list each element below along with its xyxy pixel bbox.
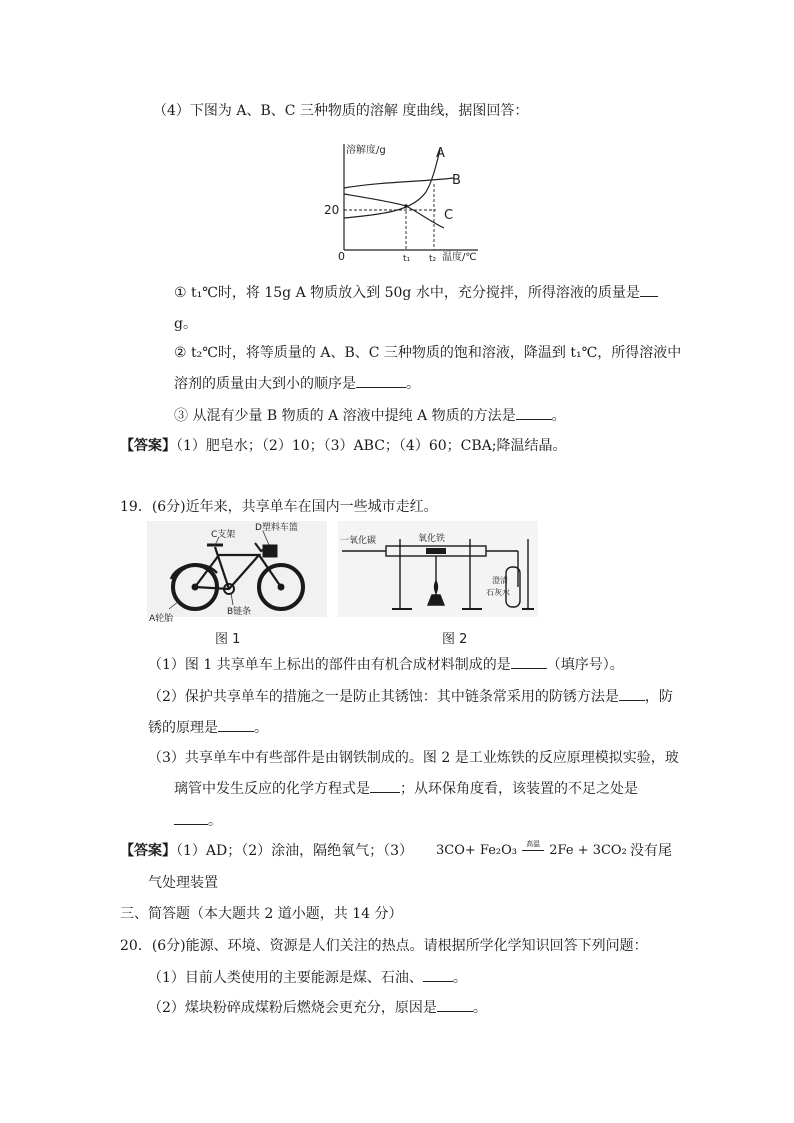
curve-b-label: B — [452, 173, 461, 188]
figure-2-caption: 图 2 — [442, 632, 468, 645]
curve-b — [344, 178, 454, 188]
q4-intro: （4）下图为 A、B、C 三种物质的溶解 度曲线，据图回答： — [153, 103, 529, 119]
answer-label: 【答案】 — [120, 438, 176, 454]
label-c-bracket: C支架 — [211, 530, 236, 540]
answer-blank[interactable] — [640, 282, 658, 297]
label-carbon-monoxide: 一氧化碳 — [340, 536, 377, 546]
figure-2-apparatus — [338, 521, 538, 645]
answer19-line2: 气处理装置 — [148, 875, 218, 891]
solubility-chart — [318, 140, 488, 262]
figure-1-caption: 图 1 — [215, 632, 241, 645]
q19-title: 19．(6分)近年来，共享单车在国内一些城市走红。 — [120, 499, 438, 515]
t1-label: t₁ — [403, 254, 411, 262]
answer-blank[interactable] — [174, 810, 208, 825]
label-a-tyre: A轮胎 — [149, 614, 174, 624]
answer-blank[interactable] — [218, 717, 254, 732]
answer-blank[interactable] — [516, 405, 552, 420]
label-d-basket: D塑料车篮 — [255, 523, 298, 533]
basket — [263, 545, 277, 557]
answer19-tail: 没有尾 — [630, 843, 672, 859]
q19-sub2-line2: 锈的原理是 。 — [148, 717, 268, 738]
answer18: 【答案】（1）肥皂水；（2）10；（3）ABC；（4）60；CBA;降温结晶。 — [120, 438, 567, 454]
answer-blank[interactable] — [370, 778, 400, 793]
x-axis-label: 温度/℃ — [442, 252, 477, 262]
q20-title: 20．(6分)能源、环境、资源是人们关注的热点。请根据所学化学知识回答下列问题： — [120, 938, 648, 954]
t2-label: t₂ — [429, 254, 437, 262]
q20-sub2: （2）煤块粉碎成煤粉后燃烧会更充分，原因是 。 — [148, 997, 487, 1018]
q19-sub2: （2）保护共享单车的措施之一是防止其锈蚀：其中链条常采用的防锈方法是 ，防 — [148, 686, 673, 707]
answer-blank[interactable] — [423, 967, 453, 982]
curve-a — [344, 150, 440, 218]
q4-sub1: ① t₁℃时，将 15g A 物质放入到 50g 水中，充分搅拌，所得溶液的质量是 — [174, 282, 658, 303]
q19-sub3-line3: 。 — [174, 810, 222, 831]
label-limewater-2: 石灰水 — [486, 588, 510, 597]
figure-1-bicycle — [147, 521, 327, 645]
q4-sub1-unit: g。 — [174, 316, 197, 332]
label-limewater-1: 澄清 — [492, 576, 508, 585]
answer-blank[interactable] — [619, 686, 645, 701]
origin-label: 0 — [338, 250, 345, 262]
q4-sub2-line1: ② t₂℃时，将等质量的 A、B、C 三种物质的饱和溶液，降温到 t₁℃，所得溶液中 — [174, 345, 682, 361]
y-tick-20: 20 — [324, 203, 340, 217]
label-b-chain: B链条 — [227, 607, 252, 617]
answer-label: 【答案】 — [120, 843, 176, 859]
answer-blank[interactable] — [511, 654, 547, 669]
answer19: 【答案】（1）AD；（2）涂油，隔绝氧气；（3） — [120, 843, 414, 859]
q4-sub3: ③ 从混有少量 B 物质的 A 溶液中提纯 A 物质的方法是 。 — [174, 405, 566, 426]
curve-a-label: A — [436, 146, 445, 161]
label-iron-oxide: 氧化铁 — [418, 534, 446, 544]
equation: 3CO+ Fe₂O₃ 高温 2Fe + 3CO₂ — [436, 841, 627, 861]
q20-sub1: （1）目前人类使用的主要能源是煤、石油、 。 — [148, 967, 467, 988]
q19-sub1: （1）图 1 共享单车上标出的部件由有机合成材料制成的是 （填序号）。 — [148, 654, 624, 675]
answer-blank[interactable] — [356, 373, 406, 388]
curve-c-label: C — [444, 208, 454, 223]
section3-title: 三、简答题（本大题共 2 道小题，共 14 分） — [120, 906, 403, 922]
reaction-arrow: 高温 — [521, 841, 545, 861]
q4-sub2-line2: 溶剂的质量由大到小的顺序是 。 — [174, 373, 420, 394]
y-axis-label: 溶解度/g — [346, 145, 386, 156]
q19-sub3-line2: 璃管中发生反应的化学方程式是 ；从环保角度看，该装置的不足之处是 — [174, 778, 638, 799]
q19-sub3-line1: （3）共享单车中有些部件是由钢铁制成的。图 2 是工业炼铁的反应原理模拟实验，玻 — [148, 750, 679, 766]
answer-blank[interactable] — [437, 997, 473, 1012]
